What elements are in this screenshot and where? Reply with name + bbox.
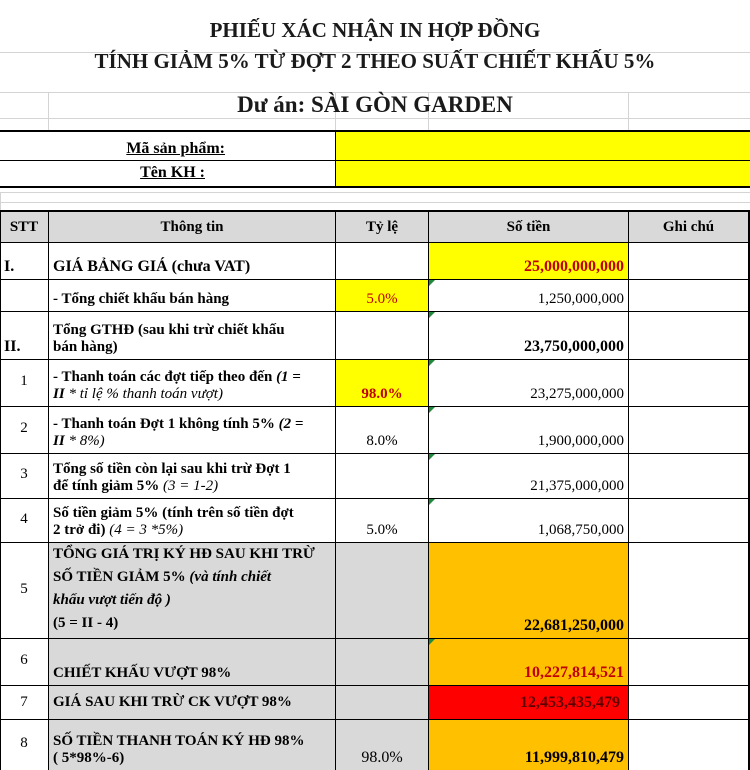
row-info-line: SỐ TIỀN GIẢM 5% (và tính chiết (53, 569, 272, 585)
row-info: - Tổng chiết khấu bán hàng (53, 291, 230, 307)
row-amount: 22,681,250,000 (524, 617, 624, 634)
gridline (0, 118, 750, 119)
comment-marker-icon (429, 454, 435, 460)
row-stt: 1 (20, 373, 28, 389)
comment-marker-icon (429, 639, 435, 645)
row-amount: 1,900,000,000 (537, 433, 624, 449)
row-amount: 23,275,000,000 (530, 386, 624, 402)
header-info: Thông tin (160, 218, 224, 235)
row-stt: II. (4, 338, 21, 355)
row-info (49, 312, 335, 359)
row-amount: 1,068,750,000 (537, 522, 624, 538)
title-line-2: TÍNH GIẢM 5% TỪ ĐỢT 2 THEO SUẤT CHIẾT KHẤU 5% (94, 49, 656, 73)
row-info (49, 454, 335, 498)
project-title: Dư án: SÀI GÒN GARDEN (237, 92, 513, 117)
row-info-line: Tổng GTHĐ (sau khi trừ chiết khấu (53, 322, 285, 338)
row-info-line: bán hàng) (53, 339, 118, 355)
row-info-line: 2 trở đi) (4 = 3 *5%) (53, 522, 184, 538)
row-info (49, 360, 335, 406)
row-stt: 4 (20, 510, 28, 527)
row-info-line: TỔNG GIÁ TRỊ KÝ HĐ SAU KHI TRỪ (53, 546, 315, 562)
row-rate: 5.0% (366, 291, 398, 307)
gridline (0, 202, 750, 203)
row-stt: I. (4, 258, 15, 275)
row-info (49, 407, 335, 453)
header-amount: Số tiền (506, 218, 551, 235)
row-amount: 11,999,810,479 (524, 749, 624, 766)
row-amount: 23,750,000,000 (524, 338, 624, 355)
row-amount: 12,453,435,479 (520, 693, 620, 711)
row-amount: 25,000,000,000 (524, 258, 624, 275)
row-rate: 98.0% (361, 749, 403, 766)
row-rate: 5.0% (366, 522, 398, 538)
row-info: CHIẾT KHẤU VƯỢT 98% (53, 665, 232, 681)
customer-name-label: Tên KH : (140, 164, 205, 181)
row-amount: 21,375,000,000 (530, 478, 624, 494)
row-info-line: khấu vượt tiến độ ) (53, 592, 171, 608)
comment-marker-icon (429, 360, 435, 366)
row-stt: 8 (20, 735, 28, 751)
customer-name-input[interactable] (336, 161, 750, 186)
row-info-line: - Thanh toán các đợt tiếp theo đến (1 = (53, 369, 301, 385)
comment-marker-icon (429, 499, 435, 505)
row-info-line: SỐ TIỀN THANH TOÁN KÝ HĐ 98% (53, 733, 305, 749)
row-stt: 7 (20, 694, 28, 710)
comment-marker-icon (429, 280, 435, 286)
title-line-1: PHIẾU XÁC NHẬN IN HỢP ĐỒNG (209, 18, 541, 42)
row-stt: 2 (20, 420, 28, 436)
row-stt: 3 (20, 466, 28, 482)
row-info-line: II * tỉ lệ % thanh toán vượt) (53, 386, 223, 402)
comment-marker-icon (429, 407, 435, 413)
header-stt: STT (9, 218, 39, 235)
row-info-line: (5 = II - 4) (53, 615, 119, 631)
row-info-line: Tổng số tiền còn lại sau khi trừ Đợt 1 (53, 461, 291, 477)
row-amount: 10,227,814,521 (524, 664, 624, 681)
row-info-line: II * 8%) (53, 433, 105, 449)
row-info-line: - Thanh toán Đợt 1 không tính 5% (2 = (53, 416, 304, 432)
product-code-label: Mã sản phẩm: (126, 140, 225, 157)
row-info: GIÁ BẢNG GIÁ (chưa VAT) (53, 258, 251, 275)
header-note: Ghi chú (662, 218, 715, 235)
row-info: GIÁ SAU KHI TRỪ CK VƯỢT 98% (53, 694, 292, 710)
product-code-input[interactable] (336, 132, 750, 160)
row-stt: 5 (20, 580, 28, 597)
gridline (0, 192, 750, 193)
row-rate: 98.0% (361, 386, 403, 402)
row-rate: 8.0% (366, 433, 398, 449)
row-info (49, 499, 335, 542)
row-stt: 6 (20, 652, 28, 668)
comment-marker-icon (429, 312, 435, 318)
row-info (49, 720, 335, 770)
gridline (0, 192, 1, 210)
row-amount: 1,250,000,000 (537, 291, 624, 307)
header-rate: Tỷ lệ (365, 218, 399, 235)
row-info-line: để tính giảm 5% (3 = 1-2) (53, 478, 219, 494)
table-border (628, 210, 629, 770)
row-info-line: Số tiền giảm 5% (tính trên số tiền đợt (53, 505, 294, 521)
row-info-line: ( 5*98%-6) (53, 750, 125, 766)
row-info (49, 543, 335, 638)
